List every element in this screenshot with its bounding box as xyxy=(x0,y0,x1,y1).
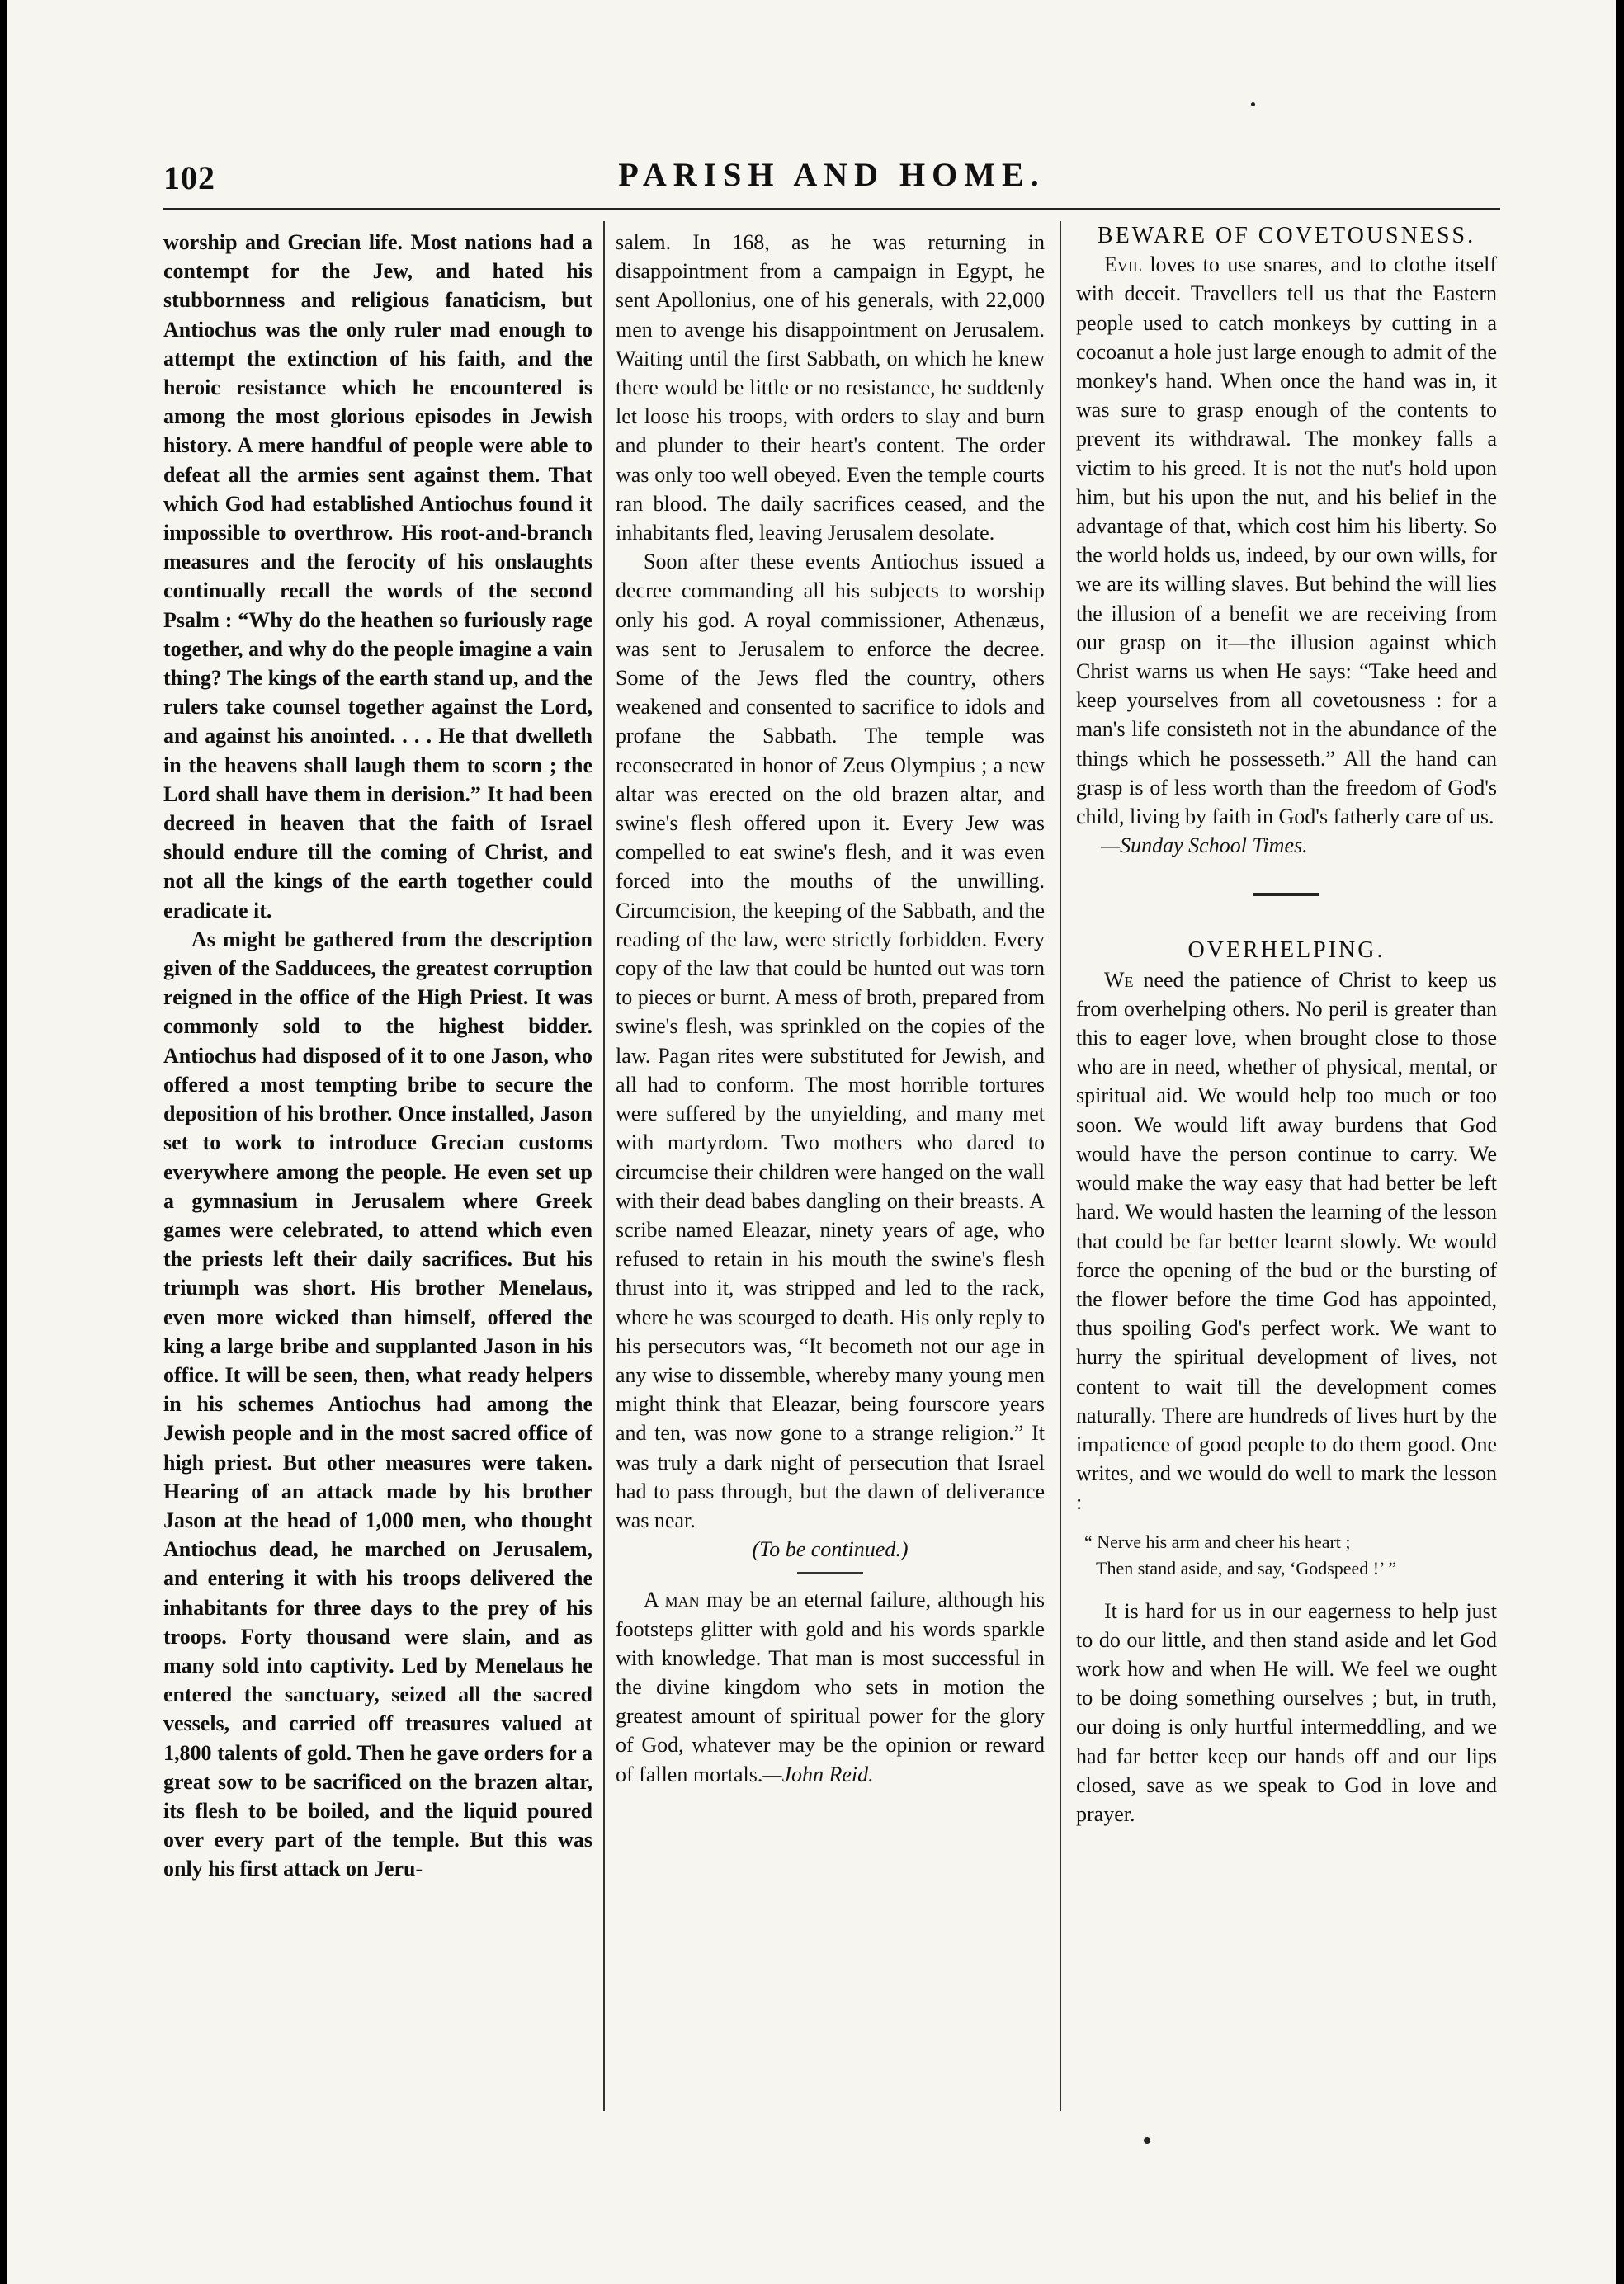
section-rule xyxy=(797,1572,863,1574)
publication-title: PARISH AND HOME. xyxy=(618,156,1046,193)
poem-line: “ Nerve his arm and cheer his heart ; xyxy=(1084,1531,1351,1552)
quote-author: —John Reid. xyxy=(762,1762,874,1786)
column-divider-2 xyxy=(1060,221,1061,2111)
article-lead: We xyxy=(1104,967,1134,992)
poem-quote xyxy=(1084,1529,1497,1582)
section-rule xyxy=(1253,893,1320,896)
newspaper-page xyxy=(7,0,1616,2284)
article-paragraph xyxy=(1076,965,1497,1517)
article-paragraph: worship and Grecian life. Most nations had a contempt for the Jew, and hated his stubbornness and religious fanaticism, but Antiochus was the only ruler mad enough to attempt the extinction of his faith, and the heroic resistance which he encountered is among the most glorious episodes in Jewish history. A mere handful of people were able to defeat all the armies sent against them. That which God had established Antiochus found it impossible to overthrow. His root-and-branch measures and the ferocity of his onslaughts continually recall the words of the second Psalm : “Why do the heathen so furiously rage together, and why do the people imagine a vain thing? The kings of the earth stand up, and the rulers take counsel together against the Lord, and against his anointed. . . . He that dwelleth in the heavens shall laugh them to scorn ; the Lord shall have them in derision.” It had been decreed in heaven that the faith of Israel should endure till the coming of Christ, and not all the kings of the earth together could eradicate it. xyxy=(163,230,592,923)
to-be-continued: (To be continued.) xyxy=(752,1537,909,1562)
article-paragraph: As might be gathered from the description given of the Sadducees, the greatest corruption reigned in the office of the High Priest. It was commonly sold to the highest bidder. Antiochus had disposed of it to one Jason, who offered a most tempting bribe to secure the deposition of his brother. Once installed, Jason set to work to introduce Grecian customs everywhere among the people. He even set up a gymnasium in Jerusalem where Greek games were celebrated, to attend which even the priests left their daily sacrifices. But his triumph was short. His brother Menelaus, even more wicked than himself, offered the king a large bribe and supplanted Jason in his office. It will be seen, then, what ready helpers in his schemes Antiochus had among the Jewish people and in the most sacred office of high priest. But other measures were taken. Hearing of an attack made by his brother Jason at the head of 1,000 men, who thought Antiochus dead, he marched on Jerusalem, and entering it with his troops delivered the inhabitants for three days to the prey of his troops. Forty thousand were slain, and as many sold into captivity. Led by Menelaus he entered the sanctuary, seized all the sacred vessels, and carried off treasures valued at 1,800 talents of gold. Then he gave orders for a great sow to be sacrificed on the brazen altar, its flesh to be boiled, and the liquid poured over every part of the temple. But this was only his first attack on Jeru- xyxy=(163,927,592,1881)
ink-speck xyxy=(1251,102,1255,106)
article-paragraph: Soon after these events Antiochus issued a decree commanding all his subjects to worship only his god. A royal commissioner, Athenæus, was sent to Jerusalem to enforce the decree. Some of the Jews fled the country, others weakened and consented to sacrifice to idols and profane the Sabbath. The temple was reconsecrated in honor of Zeus Olympius ; a new altar was erected on the old brazen altar, and swine's flesh offered upon it. Every Jew was compelled to eat swine's flesh, and it was even forced into the mouths of the unwilling. Circumcision, the keeping of the Sabbath, and the reading of the law, were strictly forbidden. Every copy of the law that could be hunted out was torn to pieces or burnt. A mess of broth, prepared from swine's flesh, was sprinkled on the copies of the law. Pagan rites were substituted for Jewish, and all had to conform. The most horrible tortures were suffered by the unyielding, and many met with martyrdom. Two mothers who dared to circumcise their children were hanged on the wall with their dead babes dangling on their breasts. A scribe named Eleazar, ninety years of age, who refused to retain in his mouth the swine's flesh thrust into it, was stripped and led to the rack, where he was scourged to death. His only reply to his persecutors was, “It becometh not our age in any wise to dissemble, whereby many young men might think that Eleazar, being fourscore years and ten, was now gone to a strange religion.” It was truly a dark night of persecution that Israel had to pass through, but the dawn of deliverance was near. xyxy=(616,550,1045,1532)
article-text: need the patience of Christ to keep us from overhelping others. No peril is greater than this to eager love, when brought close to those who are in need, whether of physical, mental, or spiritual aid. We would help too much or too soon. We would lift away burdens that God would have the person continue to carry. We would make the way easy that had better be left hard. We would hasten the learning of the lesson that could be far better learnt slowly. We would force the opening of the bud or the bursting of the flower before the time God has appointed, thus spoiling God's perfect work. We want to hurry the spiritual development of lives, not content to wait till the development comes naturally. There are hundreds of lives hurt by the impatience of good people to do them good. One writes, and we would do well to mark the lesson : xyxy=(1076,967,1497,1515)
column-1 xyxy=(163,228,592,1884)
article-paragraph xyxy=(1076,250,1497,831)
poem-line: Then stand aside, and say, ‘Godspeed !’ ” xyxy=(1096,1557,1397,1579)
quote-paragraph xyxy=(616,1585,1045,1788)
column-3 xyxy=(1076,221,1497,1829)
ink-speck xyxy=(1144,2137,1150,2144)
page-header xyxy=(163,150,1500,200)
article-paragraph: salem. In 168, as he was returning in disappointment from a campaign in Egypt, he sent Apollonius, one of his generals, with 22,000 men to avenge his disappointment on Jerusalem. Waiting until the first Sabbath, on which he knew there would be little or no resistance, he suddenly let loose his troops, with orders to slay and burn and plunder to their heart's content. The order was only too well obeyed. Even the temple courts ran blood. The daily sacrifices ceased, and the inhabitants fled, leaving Jerusalem desolate. xyxy=(616,230,1045,545)
article-paragraph: It is hard for us in our eagerness to help just to do our little, and then stand aside and let God work how and when He will. We feel we ought to be doing something ourselves ; but, in truth, our doing is only hurtful intermeddling, and we had far better keep our hands off and our lips closed, save as we speak to God in love and prayer. xyxy=(1076,1598,1497,1826)
page-number: 102 xyxy=(163,159,215,196)
quote-lead: A man xyxy=(644,1588,700,1612)
article-text: loves to use snares, and to clothe itself with deceit. Travellers tell us that the Eastern people used to catch monkeys by cutting in a cocoanut a hole just large enough to admit of the monkey's hand. When once the hand was in, it was sure to grasp enough of the contents to prevent its withdrawal. The monkey falls a victim to his greed. It is not the nut's hold upon him, but his upon the nut, and his belief in the advantage of that, which cost him his liberty. So the world holds us, indeed, by our own wills, for we are its willing slaves. But behind the will lies the illusion of a benefit we are receiving from our grasp on it—the illusion against which Christ warns us when He says: “Take heed and keep yourselves from all covetousness : for a man's life consisteth not in the abundance of the things which he possesseth.” All the hand can grasp is of less worth than the freedom of God's child, living by faith in God's fatherly care of us. xyxy=(1076,252,1497,829)
article-heading-covetousness: BEWARE OF COVETOUSNESS. xyxy=(1097,223,1476,248)
header-rule xyxy=(163,208,1500,210)
article-heading-overhelping: OVERHELPING. xyxy=(1187,937,1386,964)
article-attribution: —Sunday School Times. xyxy=(1101,833,1308,858)
quote-text: may be an eternal failure, although his footsteps glitter with gold and his words sparkle with knowledge. That man is most successful in the divine kingdom who sets in motion the greatest amount of spiritual power for the glory of God, whatever may be the opinion or reward of fallen mortals. xyxy=(616,1588,1045,1786)
article-lead: Evil xyxy=(1104,252,1142,277)
column-divider-1 xyxy=(603,221,605,2111)
column-2 xyxy=(616,228,1045,1789)
